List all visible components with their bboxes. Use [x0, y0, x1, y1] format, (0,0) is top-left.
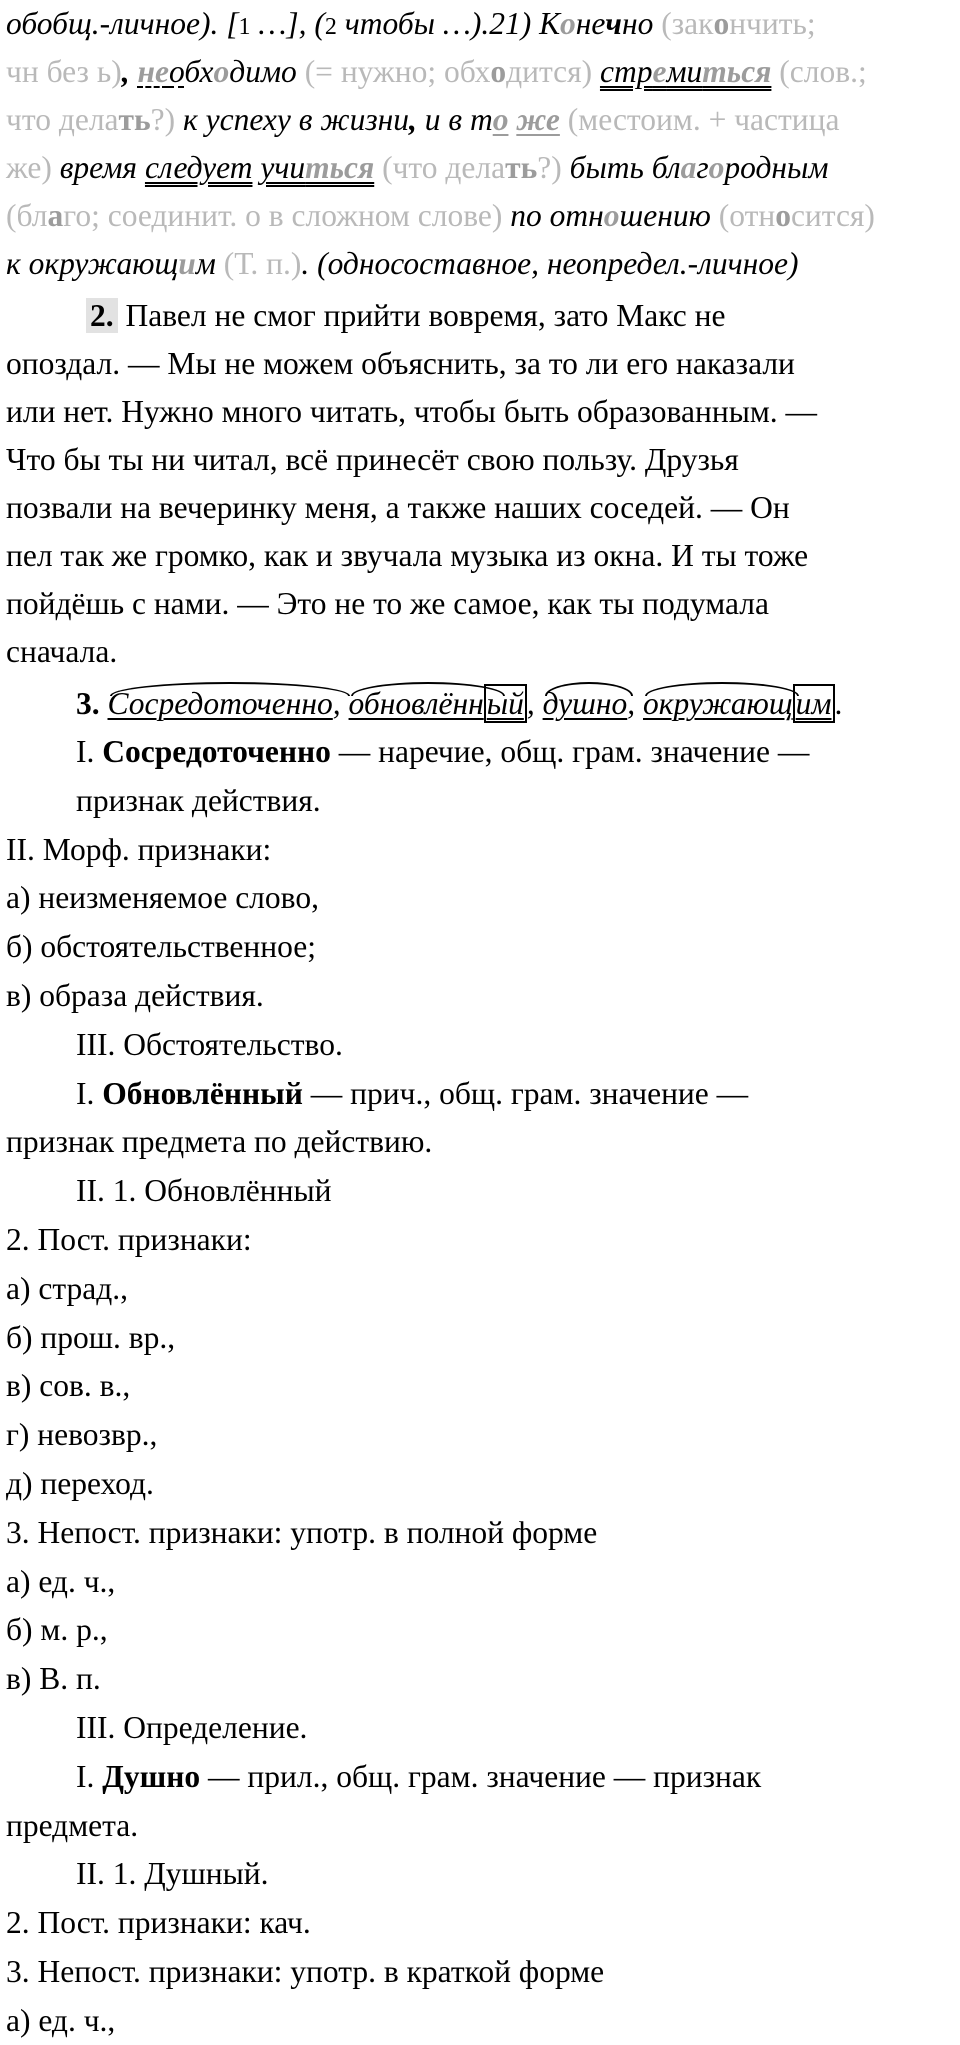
hint-letter: о — [713, 6, 730, 41]
task1-line-4 — [6, 144, 956, 192]
analysis-text: а) неизменяемое слово, — [6, 880, 319, 915]
orthogram-letter: не — [137, 54, 169, 89]
analysis-line — [6, 1997, 956, 2045]
hint-text: чн без ь) — [6, 54, 122, 89]
hint-letter: ть — [505, 150, 538, 185]
analysis-line — [76, 1850, 960, 1898]
analysis-text: II. Морф. признаки: — [6, 832, 272, 867]
morph-word-2 — [349, 680, 527, 728]
word-text: Сосредоточенно — [107, 686, 333, 721]
analysis-line — [6, 1606, 956, 1654]
punctuation: , — [332, 686, 349, 721]
hint-text: (бл — [6, 198, 48, 233]
analysis-line — [6, 1411, 956, 1459]
sentence-type: (односоставное, неопредел.-личное) — [317, 246, 799, 281]
task-number: 2. — [86, 298, 118, 333]
task1-line-1 — [6, 0, 956, 51]
word-text: душно — [542, 686, 628, 721]
root-arc — [545, 682, 633, 696]
hint-text: го; соединит. о в сложном слове) — [63, 198, 511, 233]
analysis-line — [6, 1509, 956, 1557]
morph-word-1 — [108, 680, 333, 728]
hint-text: (Т. п.) — [215, 246, 302, 281]
analysis-line — [6, 1265, 956, 1313]
analysis-text: б) прош. вр., — [6, 1320, 176, 1355]
hint-text: (что дела — [374, 150, 506, 185]
analysis-text: а) страд., — [6, 1271, 128, 1306]
morph-word-3 — [543, 680, 628, 728]
text-span: родным — [724, 150, 829, 185]
text-span: г — [696, 150, 709, 185]
task2-line-2: опоздал. — Мы не можем объяснить, за то ли его наказали — [6, 346, 795, 381]
task-number: 3. — [76, 686, 100, 721]
orthogram-letter: е — [652, 54, 667, 89]
analysis-line — [6, 1118, 956, 1166]
word-text: обновлённ — [348, 686, 484, 721]
analysis-line — [6, 1558, 956, 1606]
text-span: не — [575, 6, 606, 41]
analysis-line — [76, 1704, 960, 1752]
orthogram-letter: о — [603, 198, 620, 233]
clause-number: 2 — [324, 14, 337, 40]
analysis-line — [6, 972, 956, 1020]
text-span: К — [539, 6, 561, 41]
analysis-text: в) образа действия. — [6, 978, 264, 1013]
orthogram-letter: о — [560, 6, 576, 41]
analysis-line — [76, 728, 960, 776]
analysis-line — [6, 874, 956, 922]
analysis-text: I. — [76, 1076, 103, 1111]
analysis-text: II. 1. Обновлённый — [76, 1173, 332, 1208]
punctuation: , — [526, 686, 543, 721]
analysis-text: а) ед. ч., — [6, 1564, 116, 1599]
text-span: к успеху в жизни — [183, 102, 410, 137]
analysis-line — [76, 777, 960, 825]
analysis-line — [6, 1655, 956, 1703]
analysis-text: III. Обстоятельство. — [76, 1027, 343, 1062]
analysis-text: б) обстоятельственное; — [6, 929, 316, 964]
root-arc — [645, 682, 799, 696]
analysis-text: — прил., общ. грам. значение — признак — [200, 1759, 762, 1794]
text-span: но — [621, 6, 654, 41]
analysis-line — [6, 1314, 956, 1362]
punctuation: . — [834, 686, 843, 721]
orthogram-letter: ч — [605, 6, 622, 41]
task2-line-7: пойдёшь с нами. — Это не то же самое, как ты подумала — [6, 586, 769, 621]
analysis-text: б) м. р., — [6, 1612, 108, 1647]
analysis-text: предмета. — [6, 1808, 139, 1843]
analysis-text: 2. Пост. признаки: кач. — [6, 1905, 311, 1940]
root-arc — [351, 682, 505, 696]
hint-text: же) — [6, 150, 60, 185]
analysis-line — [6, 1216, 956, 1264]
analysis-line — [6, 1460, 956, 1508]
hint-text: (= нужно; обх — [296, 54, 491, 89]
task2-line-4: Что бы ты ни читал, всё принесёт свою пользу. Друзья — [6, 442, 739, 477]
analysis-line — [6, 1362, 956, 1410]
analysis-text: — прич., общ. грам. значение — — [302, 1076, 749, 1111]
text-span: по отн — [510, 198, 604, 233]
hint-text: (зак — [653, 6, 714, 41]
hint-text: (отн — [710, 198, 776, 233]
analysis-line — [6, 923, 956, 971]
hint-text: (местоим. + частица — [559, 102, 840, 137]
punctuation: , — [627, 686, 643, 721]
analysis-word: Обновлённый — [102, 1076, 303, 1111]
task1-line-5 — [6, 192, 956, 240]
hint-letter: о — [775, 198, 791, 233]
hint-letter: а — [47, 198, 64, 233]
predicate-part: ми — [666, 54, 703, 89]
hint-letter: о — [490, 54, 507, 89]
text-span: бх — [184, 54, 214, 89]
clause-number: 1 — [238, 14, 251, 40]
punctuation: , — [121, 54, 138, 89]
analysis-text: в) сов. в., — [6, 1368, 131, 1403]
text-span: к окружающ — [6, 246, 179, 281]
text-span: и в т — [416, 102, 493, 137]
analysis-line — [76, 1070, 960, 1118]
analysis-text: 2. Пост. признаки: — [6, 1222, 252, 1257]
analysis-text: I. — [76, 1759, 103, 1794]
text-span: …], ( — [250, 6, 325, 41]
hint-text: ?) — [150, 102, 184, 137]
task2-line-3: или нет. Нужно много читать, чтобы быть образованным. — — [6, 394, 818, 429]
analysis-text: признак действия. — [76, 783, 321, 818]
ending-box: ый — [484, 684, 527, 723]
analysis-text: II. 1. Душный. — [76, 1856, 269, 1891]
task2-line-5: позвали на вечеринку меня, а также наших соседей. — Он — [6, 490, 790, 525]
task1-line-3 — [6, 96, 956, 144]
text-span: м — [195, 246, 216, 281]
punctuation: , — [409, 102, 417, 137]
analysis-line — [6, 1948, 956, 1996]
analysis-line — [76, 1753, 960, 1801]
analysis-line — [76, 1167, 960, 1215]
text-span: о — [168, 54, 185, 89]
predicate-part: следует — [144, 150, 253, 185]
orthogram-letter: же — [516, 102, 560, 137]
hint-text: что дела — [6, 102, 119, 137]
orthogram-letter: а — [680, 150, 697, 185]
predicate-part: учи — [260, 150, 306, 185]
orthogram-letter: ться — [305, 150, 375, 185]
task1-line-2 — [6, 48, 956, 96]
task2-line-6: пел так же громко, как и звучала музыка из окна. И ты тоже — [6, 538, 809, 573]
analysis-word: Сосредоточенно — [102, 734, 331, 769]
hint-text: нчить; — [729, 6, 816, 41]
hint-text: ?) — [537, 150, 570, 185]
analysis-text: в) В. п. — [6, 1661, 101, 1696]
analysis-text: д) переход. — [6, 1466, 154, 1501]
task3-header — [76, 680, 960, 728]
text-span: время — [59, 150, 145, 185]
text-span: чтобы …).21) — [336, 6, 540, 41]
root-arc — [110, 682, 350, 696]
analysis-line — [6, 826, 956, 874]
orthogram-letter: и — [178, 246, 196, 281]
task1-line-6 — [6, 240, 956, 288]
text-span: димо — [229, 54, 297, 89]
orthogram-letter: о — [213, 54, 230, 89]
analysis-text: 3. Непост. признаки: употр. в полной форме — [6, 1515, 598, 1550]
text-span: быть бл — [569, 150, 681, 185]
word-text: окружающ — [643, 686, 793, 721]
text-span: обобщ.-личное). [ — [6, 6, 239, 41]
analysis-line — [6, 1899, 956, 1947]
task2-line-8: сначала. — [6, 634, 118, 669]
orthogram-letter: о — [708, 150, 725, 185]
hint-text: (слов.; — [771, 54, 867, 89]
analysis-line — [6, 1802, 956, 1850]
analysis-text: 3. Непост. признаки: употр. в краткой форме — [6, 1954, 605, 1989]
hint-text: сится) — [790, 198, 875, 233]
orthogram-letter: ться — [702, 54, 772, 89]
analysis-text: — наречие, общ. грам. значение — — [330, 734, 810, 769]
analysis-text: а) ед. ч., — [6, 2003, 116, 2038]
analysis-word: Душно — [102, 1759, 201, 1794]
analysis-line — [76, 1021, 960, 1069]
text-span: шению — [619, 198, 711, 233]
analysis-text: признак предмета по действию. — [6, 1124, 433, 1159]
hint-text: дится) — [506, 54, 600, 89]
text-span: Павел не смог прийти вовремя, зато Макс не — [117, 298, 726, 333]
orthogram-letter: о — [492, 102, 509, 137]
predicate-part: стр — [599, 54, 653, 89]
analysis-text: I. — [76, 734, 103, 769]
ending-box: им — [793, 684, 835, 723]
task2-line-1 — [86, 292, 960, 340]
analysis-text: г) невозвр., — [6, 1417, 158, 1452]
hint-letter: ть — [118, 102, 151, 137]
morph-word-4 — [643, 680, 835, 728]
analysis-text: III. Определение. — [76, 1710, 308, 1745]
text-span: . — [301, 246, 318, 281]
